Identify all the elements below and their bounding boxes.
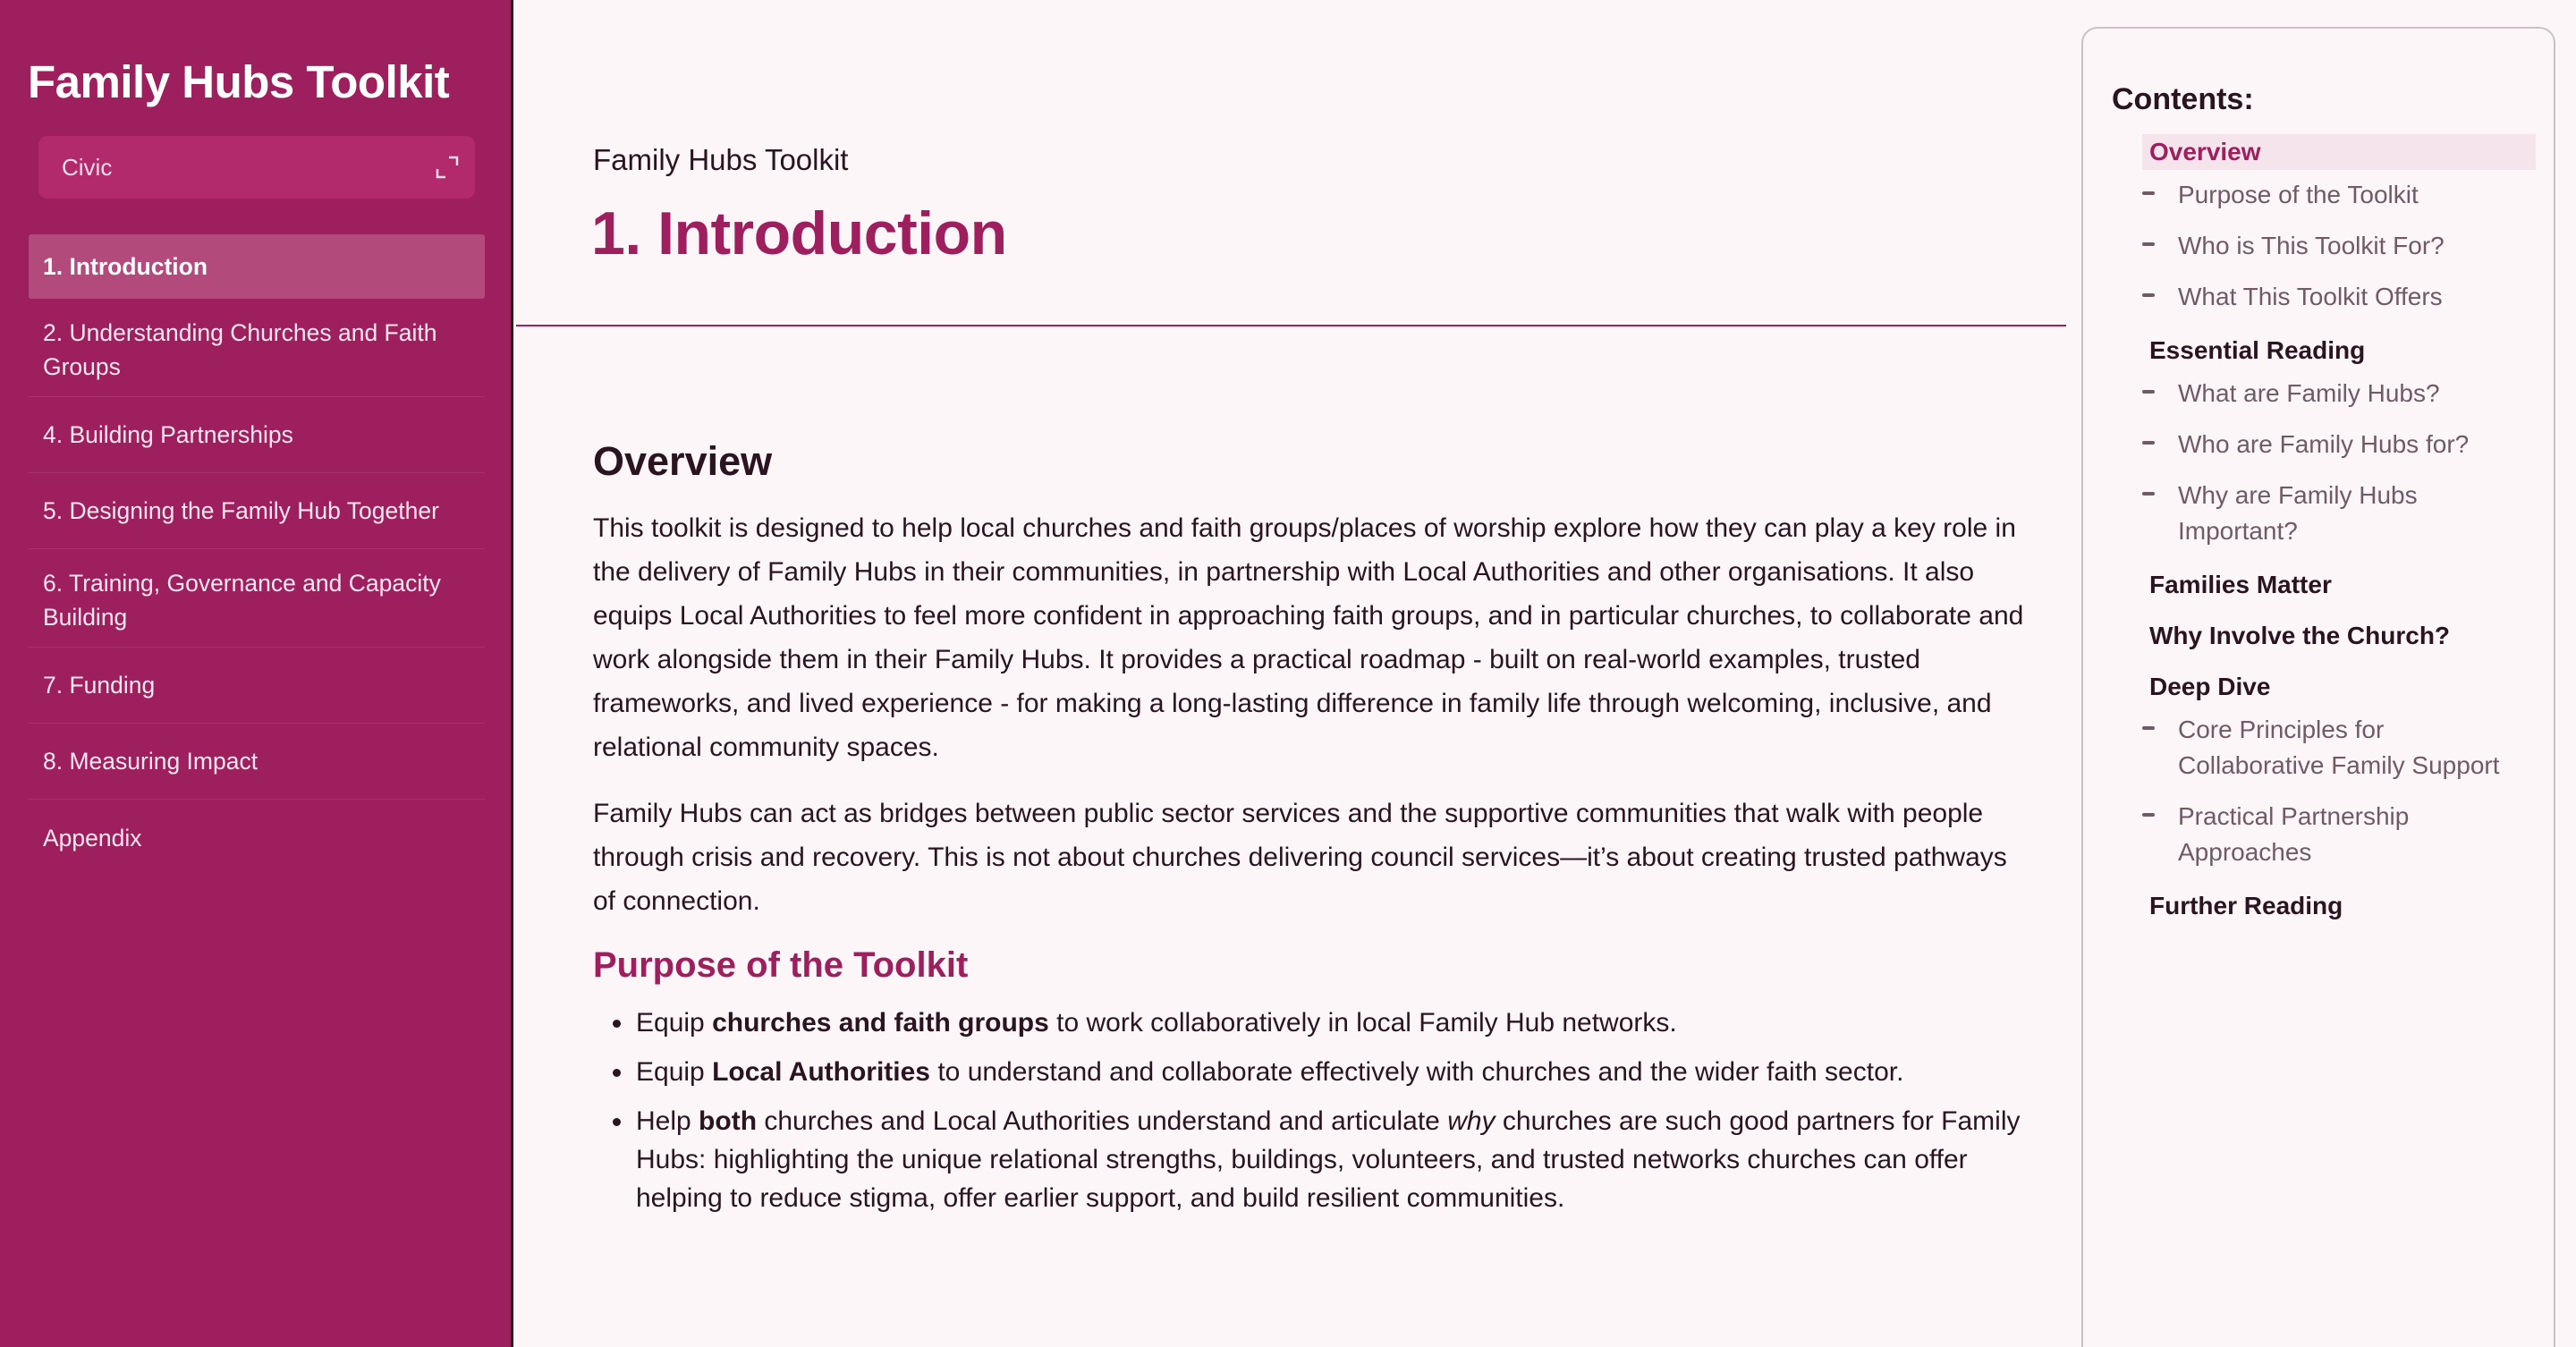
version-dropdown[interactable] [38, 136, 475, 199]
bullet-bold: churches and faith groups [712, 1008, 1049, 1038]
sidebar-item-appendix[interactable] [29, 800, 485, 876]
toc-item-deep-dive[interactable]: Deep Dive [2149, 673, 2271, 700]
header-divider [516, 325, 2066, 326]
sidebar-nav [29, 234, 485, 876]
purpose-heading: Purpose of the Toolkit [593, 945, 969, 985]
site-title[interactable]: Family Hubs Toolkit [28, 56, 450, 107]
list-item [613, 1102, 2024, 1217]
sidebar-item-label: 1. Introduction [43, 253, 208, 280]
bullet-text: Help [636, 1106, 699, 1136]
sidebar-item-measuring-impact[interactable] [29, 724, 485, 800]
bullet-text: to work collaboratively in local Family Hub networks. [1048, 1008, 1677, 1038]
sidebar-item-label: 4. Building Partnerships [43, 421, 293, 448]
toc-item-essential-reading[interactable]: Essential Reading [2149, 336, 2366, 364]
article-body [593, 438, 2024, 1228]
bullet-text: Equip [636, 1008, 713, 1038]
sidebar-item-introduction[interactable] [29, 234, 485, 299]
table-of-contents [2081, 27, 2555, 1347]
toc-subitem[interactable]: Why are Family Hubs Important? [2142, 478, 2536, 549]
toc-subitem[interactable]: Who is This Toolkit For? [2142, 228, 2536, 264]
sidebar-item-training-governance[interactable] [29, 549, 485, 648]
toc-item-overview[interactable]: Overview [2142, 134, 2536, 170]
overview-paragraph-2: Family Hubs can act as bridges between public sector services and the supportive communities that walk with people through crisis and recovery. This is not about churches delivering council services—it’s about creating trusted pathways of connection. [593, 799, 2007, 916]
bullet-italic: why [1447, 1106, 1496, 1136]
sidebar-item-label: 5. Designing the Family Hub Together [43, 497, 439, 524]
overview-heading: Overview [593, 438, 773, 484]
toc-item-families-matter[interactable]: Families Matter [2149, 571, 2332, 598]
toc-item-further-reading[interactable]: Further Reading [2149, 892, 2343, 919]
bullet-bold: Local Authorities [712, 1057, 930, 1087]
bullet-text: churches and Local Authorities understand and articulate [757, 1106, 1448, 1136]
toc-item-why-involve-church[interactable]: Why Involve the Church? [2149, 622, 2451, 649]
sidebar-item-label: 2. Understanding Churches and Faith Groups [43, 318, 437, 380]
toc-subitem[interactable]: What This Toolkit Offers [2142, 279, 2536, 315]
toc-subitem[interactable]: What are Family Hubs? [2142, 376, 2536, 411]
sidebar-item-funding[interactable] [29, 648, 485, 724]
expand-icon [436, 156, 459, 179]
bullet-text: to understand and collaborate effectively with churches and the wider faith sector. [930, 1057, 1904, 1087]
page-kicker: Family Hubs Toolkit [593, 143, 849, 176]
page-title: 1. Introduction [591, 199, 1007, 267]
toc-subitem[interactable]: Core Principles for Collaborative Family Support [2142, 712, 2536, 784]
sidebar-item-building-partnerships[interactable] [29, 397, 485, 473]
purpose-list [593, 1004, 2024, 1217]
sidebar-item-label: 7. Funding [43, 672, 156, 699]
toc-list [2142, 134, 2536, 924]
bullet-text: churches are such good partners for Family Hubs: highlighting the unique relational strengths, buildings, volunteers, and trusted networks churches can offer helping to reduce stigma, offer earlier support, and build resilient communities. [636, 1106, 2021, 1213]
sidebar-item-label: Appendix [43, 824, 142, 851]
sidebar-item-understanding-churches[interactable] [29, 299, 485, 397]
sidebar-item-label: 8. Measuring Impact [43, 748, 258, 775]
sidebar [0, 0, 513, 1347]
toc-subitem[interactable]: Practical Partnership Approaches [2142, 799, 2536, 870]
dropdown-value: Civic [62, 153, 113, 181]
main-content [516, 0, 2066, 1347]
sidebar-item-label: 6. Training, Governance and Capacity Building [43, 569, 441, 631]
overview-paragraph-1: This toolkit is designed to help local churches and faith groups/places of worship explore how they can play a key role in the delivery of Family Hubs in their communities, in partnership with Local Authorities and other organisations. It also equips Local Authorities to feel more confident in approaching faith groups, and in particular churches, to collaborate and work alongside them in their Family Hubs. It provides a practical roadmap - built on real-world examples, trusted frameworks, and lived experience - for making a long-lasting difference in family life through welcoming, inclusive, and relational community spaces. [593, 513, 2024, 762]
list-item [613, 1053, 2024, 1091]
toc-subitem[interactable]: Purpose of the Toolkit [2142, 177, 2536, 213]
list-item [613, 1004, 2024, 1042]
bullet-bold: both [699, 1106, 758, 1136]
toc-subitem[interactable]: Who are Family Hubs for? [2142, 427, 2536, 462]
toc-title: Contents: [2112, 82, 2254, 116]
bullet-text: Equip [636, 1057, 713, 1087]
sidebar-item-designing-family-hub[interactable] [29, 473, 485, 549]
